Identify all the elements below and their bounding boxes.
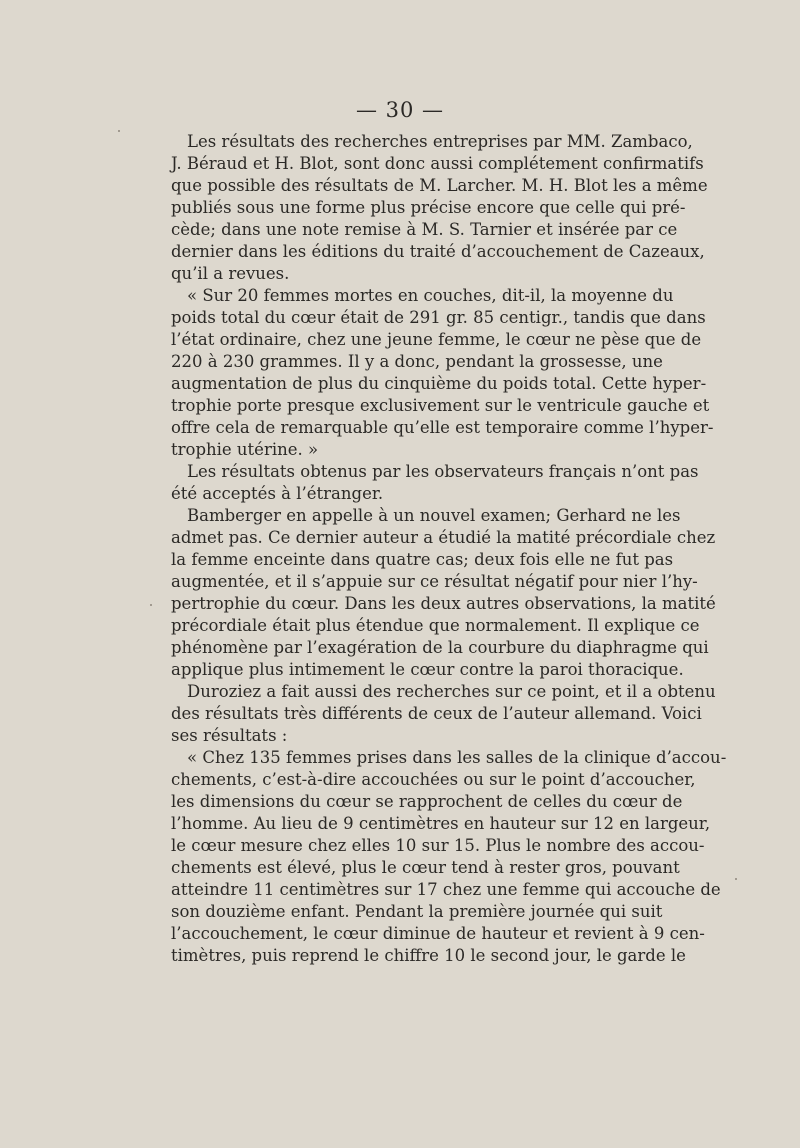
text-line: trophie utérine. »	[171, 440, 319, 459]
body-text	[171, 131, 727, 967]
text-line: chements est élevé, plus le cœur tend à rester gros, pouvant	[171, 858, 680, 877]
text-line: chements, c’est-à-dire accouchées ou sur le point d’accoucher,	[171, 770, 696, 789]
text-line: son douzième enfant. Pendant la première journée qui suit	[171, 902, 663, 921]
text-line: pertrophie du cœur. Dans les deux autres observations, la matité	[171, 594, 716, 613]
text-line: 220 à 230 grammes. Il y a donc, pendant la grossesse, une	[171, 352, 663, 371]
text-line: Les résultats obtenus par les observateurs français n’ont pas	[187, 462, 699, 481]
text-line: la femme enceinte dans quatre cas; deux fois elle ne fut pas	[171, 550, 674, 569]
text-line: atteindre 11 centimètres sur 17 chez une femme qui accouche de	[171, 880, 721, 899]
text-line: dernier dans les éditions du traité d’accouchement de Cazeaux,	[171, 242, 705, 261]
text-line: trophie porte presque exclusivement sur le ventricule gauche et	[171, 396, 710, 415]
paper-speck	[735, 878, 737, 880]
text-line: augmentée, et il s’appuie sur ce résultat négatif pour nier l’hy-	[171, 572, 698, 591]
text-line: des résultats très différents de ceux de l’auteur allemand. Voici	[171, 704, 702, 723]
page-number: — 30 —	[355, 98, 445, 122]
text-line: que possible des résultats de M. Larcher. M. H. Blot les a même	[171, 176, 708, 195]
text-line: l’homme. Au lieu de 9 centimètres en hauteur sur 12 en largeur,	[171, 814, 711, 833]
text-line: « Chez 135 femmes prises dans les salles de la clinique d’accou-	[187, 748, 727, 767]
text-line: J. Béraud et H. Blot, sont donc aussi complétement confirmatifs	[171, 154, 704, 173]
text-line: l’accouchement, le cœur diminue de hauteur et revient à 9 cen-	[171, 924, 705, 943]
text-line: l’état ordinaire, chez une jeune femme, le cœur ne pèse que de	[171, 330, 702, 349]
text-line: applique plus intimement le cœur contre la paroi thoracique.	[171, 660, 684, 679]
text-line: phénomène par l’exagération de la courbure du diaphragme qui	[171, 638, 709, 657]
text-line: le cœur mesure chez elles 10 sur 15. Plus le nombre des accou-	[171, 836, 705, 855]
text-line: Les résultats des recherches entreprises par MM. Zambaco,	[187, 132, 693, 151]
text-line: les dimensions du cœur se rapprochent de celles du cœur de	[171, 792, 683, 811]
text-line: ses résultats :	[171, 726, 288, 745]
text-line: publiés sous une forme plus précise encore que celle qui pré-	[171, 198, 686, 217]
text-line: Bamberger en appelle à un nouvel examen; Gerhard ne les	[187, 506, 681, 525]
text-line: Duroziez a fait aussi des recherches sur ce point, et il a obtenu	[187, 682, 716, 701]
paper-speck	[150, 604, 152, 606]
text-line: « Sur 20 femmes mortes en couches, dit-il, la moyenne du	[187, 286, 674, 305]
text-line: précordiale était plus étendue que normalement. Il explique ce	[171, 616, 700, 635]
text-line: offre cela de remarquable qu’elle est temporaire comme l’hyper-	[171, 418, 714, 437]
text-line: qu’il a revues.	[171, 264, 290, 283]
text-line: timètres, puis reprend le chiffre 10 le second jour, le garde le	[171, 946, 686, 965]
text-line: admet pas. Ce dernier auteur a étudié la matité précordiale chez	[171, 528, 716, 547]
paper-speck	[118, 130, 120, 132]
text-line: cède; dans une note remise à M. S. Tarnier et insérée par ce	[171, 220, 678, 239]
text-line: augmentation de plus du cinquième du poids total. Cette hyper-	[171, 374, 707, 393]
text-line: été acceptés à l’étranger.	[171, 484, 384, 503]
text-line: poids total du cœur était de 291 gr. 85 centigr., tandis que dans	[171, 308, 706, 327]
